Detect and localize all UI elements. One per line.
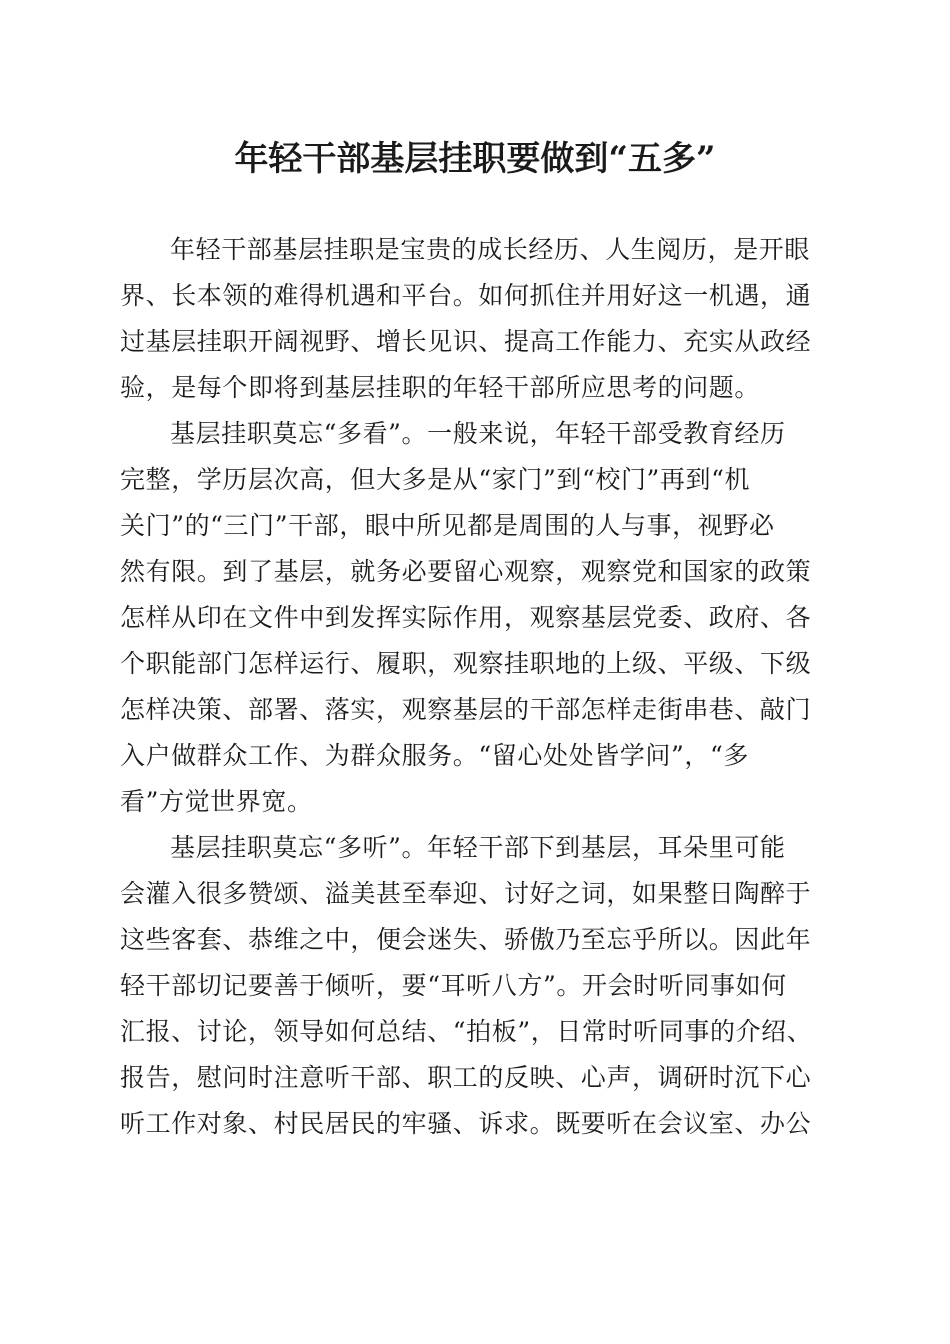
paragraph-line: 入户做群众工作、为群众服务。“留心处处皆学问”，“多	[120, 741, 749, 770]
paragraph-line: 关门”的“三门”干部，眼中所见都是周围的人与事，视野必	[120, 511, 775, 540]
paragraph-line: 怎样决策、部署、落实，观察基层的干部怎样走街串巷、敲门	[120, 695, 812, 724]
paragraph-line: 基层挂职莫忘“多看”。一般来说，年轻干部受教育经历	[170, 419, 786, 448]
paragraph-line: 轻干部切记要善于倾听，要“耳听八方”。开会时听同事如何	[120, 971, 787, 1000]
paragraph-line: 汇报、讨论，领导如何总结、“拍板”，日常时听同事的介绍、	[120, 1017, 813, 1046]
paragraph-line: 报告，慰问时注意听干部、职工的反映、心声，调研时沉下心	[120, 1063, 812, 1092]
paragraph-line: 验，是每个即将到基层挂职的年轻干部所应思考的问题。	[120, 373, 761, 402]
document-title: 年轻干部基层挂职要做到“五多”	[234, 139, 716, 179]
paragraph-line: 听工作对象、村民居民的牢骚、诉求。既要听在会议室、办公	[120, 1109, 812, 1138]
paragraph-line: 怎样从印在文件中到发挥实际作用，观察基层党委、政府、各	[120, 603, 812, 632]
paragraph-line: 看”方觉世界宽。	[120, 787, 313, 816]
paragraph-line: 基层挂职莫忘“多听”。年轻干部下到基层，耳朵里可能	[170, 833, 786, 862]
paragraph-line: 然有限。到了基层，就务必要留心观察，观察党和国家的政策	[120, 557, 812, 586]
paragraph-line: 会灌入很多赞颂、溢美甚至奉迎、讨好之词，如果整日陶醉于	[120, 879, 812, 908]
paragraph-line: 过基层挂职开阔视野、增长见识、提高工作能力、充实从政经	[120, 327, 812, 356]
paragraph-line: 界、长本领的难得机遇和平台。如何抓住并用好这一机遇，通	[120, 281, 812, 310]
paragraph-line: 年轻干部基层挂职是宝贵的成长经历、人生阅历，是开眼	[170, 235, 811, 264]
paragraph-line: 这些客套、恭维之中，便会迷失、骄傲乃至忘乎所以。因此年	[120, 925, 812, 954]
paragraph-line: 完整，学历层次高，但大多是从“家门”到“校门”再到“机	[120, 465, 751, 494]
paragraph-line: 个职能部门怎样运行、履职，观察挂职地的上级、平级、下级	[120, 649, 812, 678]
